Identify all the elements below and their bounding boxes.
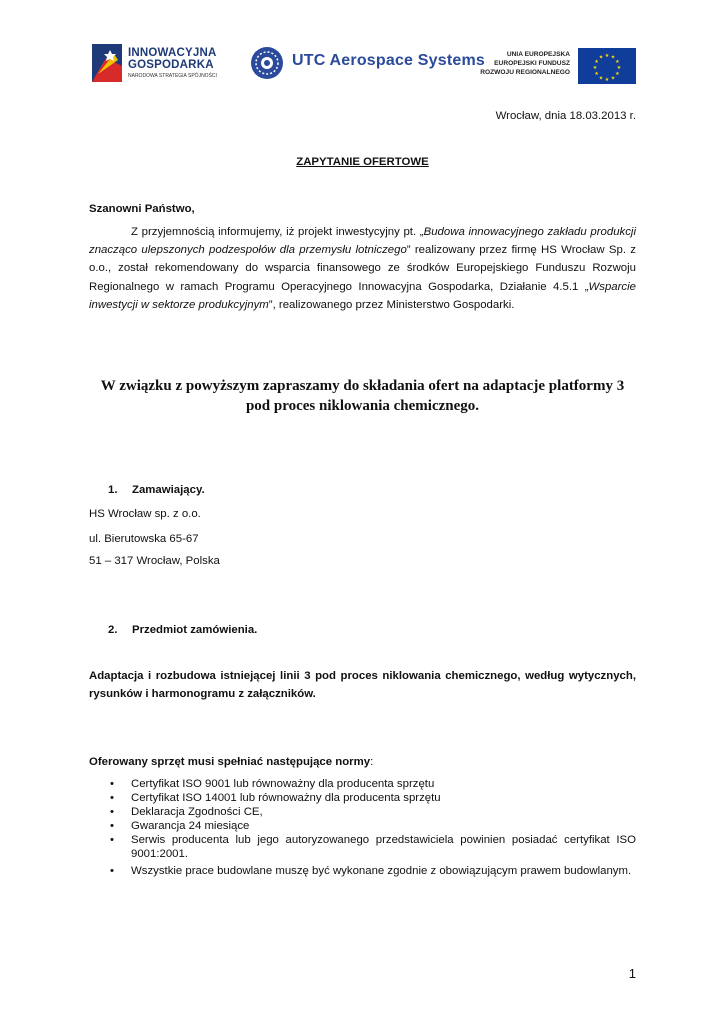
norms-list	[108, 777, 636, 880]
document-title: ZAPYTANIE OFERTOWE	[296, 156, 429, 168]
eu-text-line3: ROZWOJU REGIONALNEGO	[480, 69, 570, 76]
intro-paragraph	[89, 223, 636, 314]
logo-innowacyjna-line1: INNOWACYJNA	[128, 47, 217, 59]
section-1-heading	[108, 484, 205, 496]
norms-heading-text: Oferowany sprzęt musi spełniać następujące normy	[89, 756, 371, 768]
utc-aerospace-logo	[250, 46, 486, 80]
svg-text:★: ★	[615, 59, 620, 65]
eu-fund-logo	[478, 48, 636, 84]
section-2-number: 2.	[108, 624, 118, 636]
list-item: • Certyfikat ISO 9001 lub równoważny dla producenta sprzętu	[108, 777, 636, 791]
norms-heading-colon: :	[370, 756, 374, 768]
contractor-city: 51 – 317 Wrocław, Polska	[89, 555, 220, 567]
logo-innowacyjna-line2: GOSPODARKA	[128, 59, 214, 71]
section-2-title: Przedmiot zamówienia.	[132, 624, 258, 636]
svg-text:★: ★	[610, 54, 616, 61]
norms-heading	[89, 756, 373, 768]
section-1-number: 1.	[108, 484, 118, 496]
logo-utc-text: UTC Aerospace Systems	[292, 52, 486, 69]
intro-text-3: ”, realizowanego przez Ministerstwo Gospodarki.	[268, 298, 515, 311]
intro-project-title: Budowa innowacyjnego zakładu produkcji znacząco ulepszonych podzespołów dla przemysłu lotniczego	[89, 226, 636, 257]
svg-text:★: ★	[610, 75, 616, 82]
list-item: • Certyfikat ISO 14001 lub równoważny dla producenta sprzętu	[108, 791, 636, 805]
utc-turbine-icon	[250, 46, 284, 80]
contractor-company: HS Wrocław sp. z o.o.	[89, 508, 201, 520]
innowacyjna-gospodarka-emblem-icon	[92, 44, 122, 82]
svg-text:★: ★	[594, 59, 599, 65]
invitation-heading: W związku z powyższym zapraszamy do składania ofert na adaptacje platformy 3 pod proces niklowania chemicznego.	[100, 378, 625, 414]
innowacyjna-gospodarka-logo	[92, 44, 228, 84]
svg-text:★: ★	[594, 71, 599, 77]
svg-text:★: ★	[604, 53, 610, 59]
svg-text:★: ★	[598, 54, 604, 61]
eu-text-line2: EUROPEJSKI FUNDUSZ	[494, 60, 570, 67]
page-number: 1	[628, 966, 636, 981]
svg-text:★: ★	[598, 75, 604, 82]
svg-text:★: ★	[592, 65, 598, 71]
eu-fund-text	[480, 50, 570, 77]
intro-measure-title: Wsparcie inwestycji w sektorze produkcyjnym	[89, 280, 636, 311]
eu-text-line1: UNIA EUROPEJSKA	[506, 51, 570, 58]
document-date: Wrocław, dnia 18.03.2013 r.	[495, 110, 636, 122]
svg-text:★: ★	[615, 71, 620, 77]
section-1-title: Zamawiający.	[132, 484, 205, 496]
intro-text-2: ” realizowany przez firmę HS Wrocław Sp. z o.o., został rekomendowany do wsparcia finansowego ze środków Europejskiego Funduszu Rozwoju Regionalnego w ramach Programu Operacyjnego Innowacyjna Gospodarka, Działanie 4.5.1 „	[89, 244, 636, 293]
list-item: • Serwis producenta lub jego autoryzowanego przedstawiciela powinien posiadać certyfikat ISO 9001:2001.	[108, 833, 636, 861]
contractor-street: ul. Bierutowska 65-67	[89, 533, 199, 545]
list-item: • Gwarancja 24 miesiące	[108, 819, 636, 833]
list-item: • Deklaracja Zgodności CE,	[108, 805, 636, 819]
section-2-heading	[108, 624, 257, 636]
logo-innowacyjna-line3: NARODOWA STRATEGIA SPÓJNOŚCI	[128, 73, 217, 79]
list-item: • Wszystkie prace budowlane muszę być wykonane zgodnie z obowiązującym prawem budowlanym.	[108, 862, 636, 880]
svg-text:★: ★	[604, 77, 610, 83]
greeting: Szanowni Państwo,	[89, 203, 195, 215]
intro-text-1: Z przyjemnością informujemy, iż projekt inwestycyjny pt. „	[131, 226, 424, 238]
svg-text:★: ★	[616, 65, 622, 71]
eu-flag-icon	[578, 48, 636, 84]
order-description: Adaptacja i rozbudowa istniejącej linii 3 pod proces niklowania chemicznego, według wytycznych, rysunków i harmonogramu z załączników.	[89, 670, 636, 700]
